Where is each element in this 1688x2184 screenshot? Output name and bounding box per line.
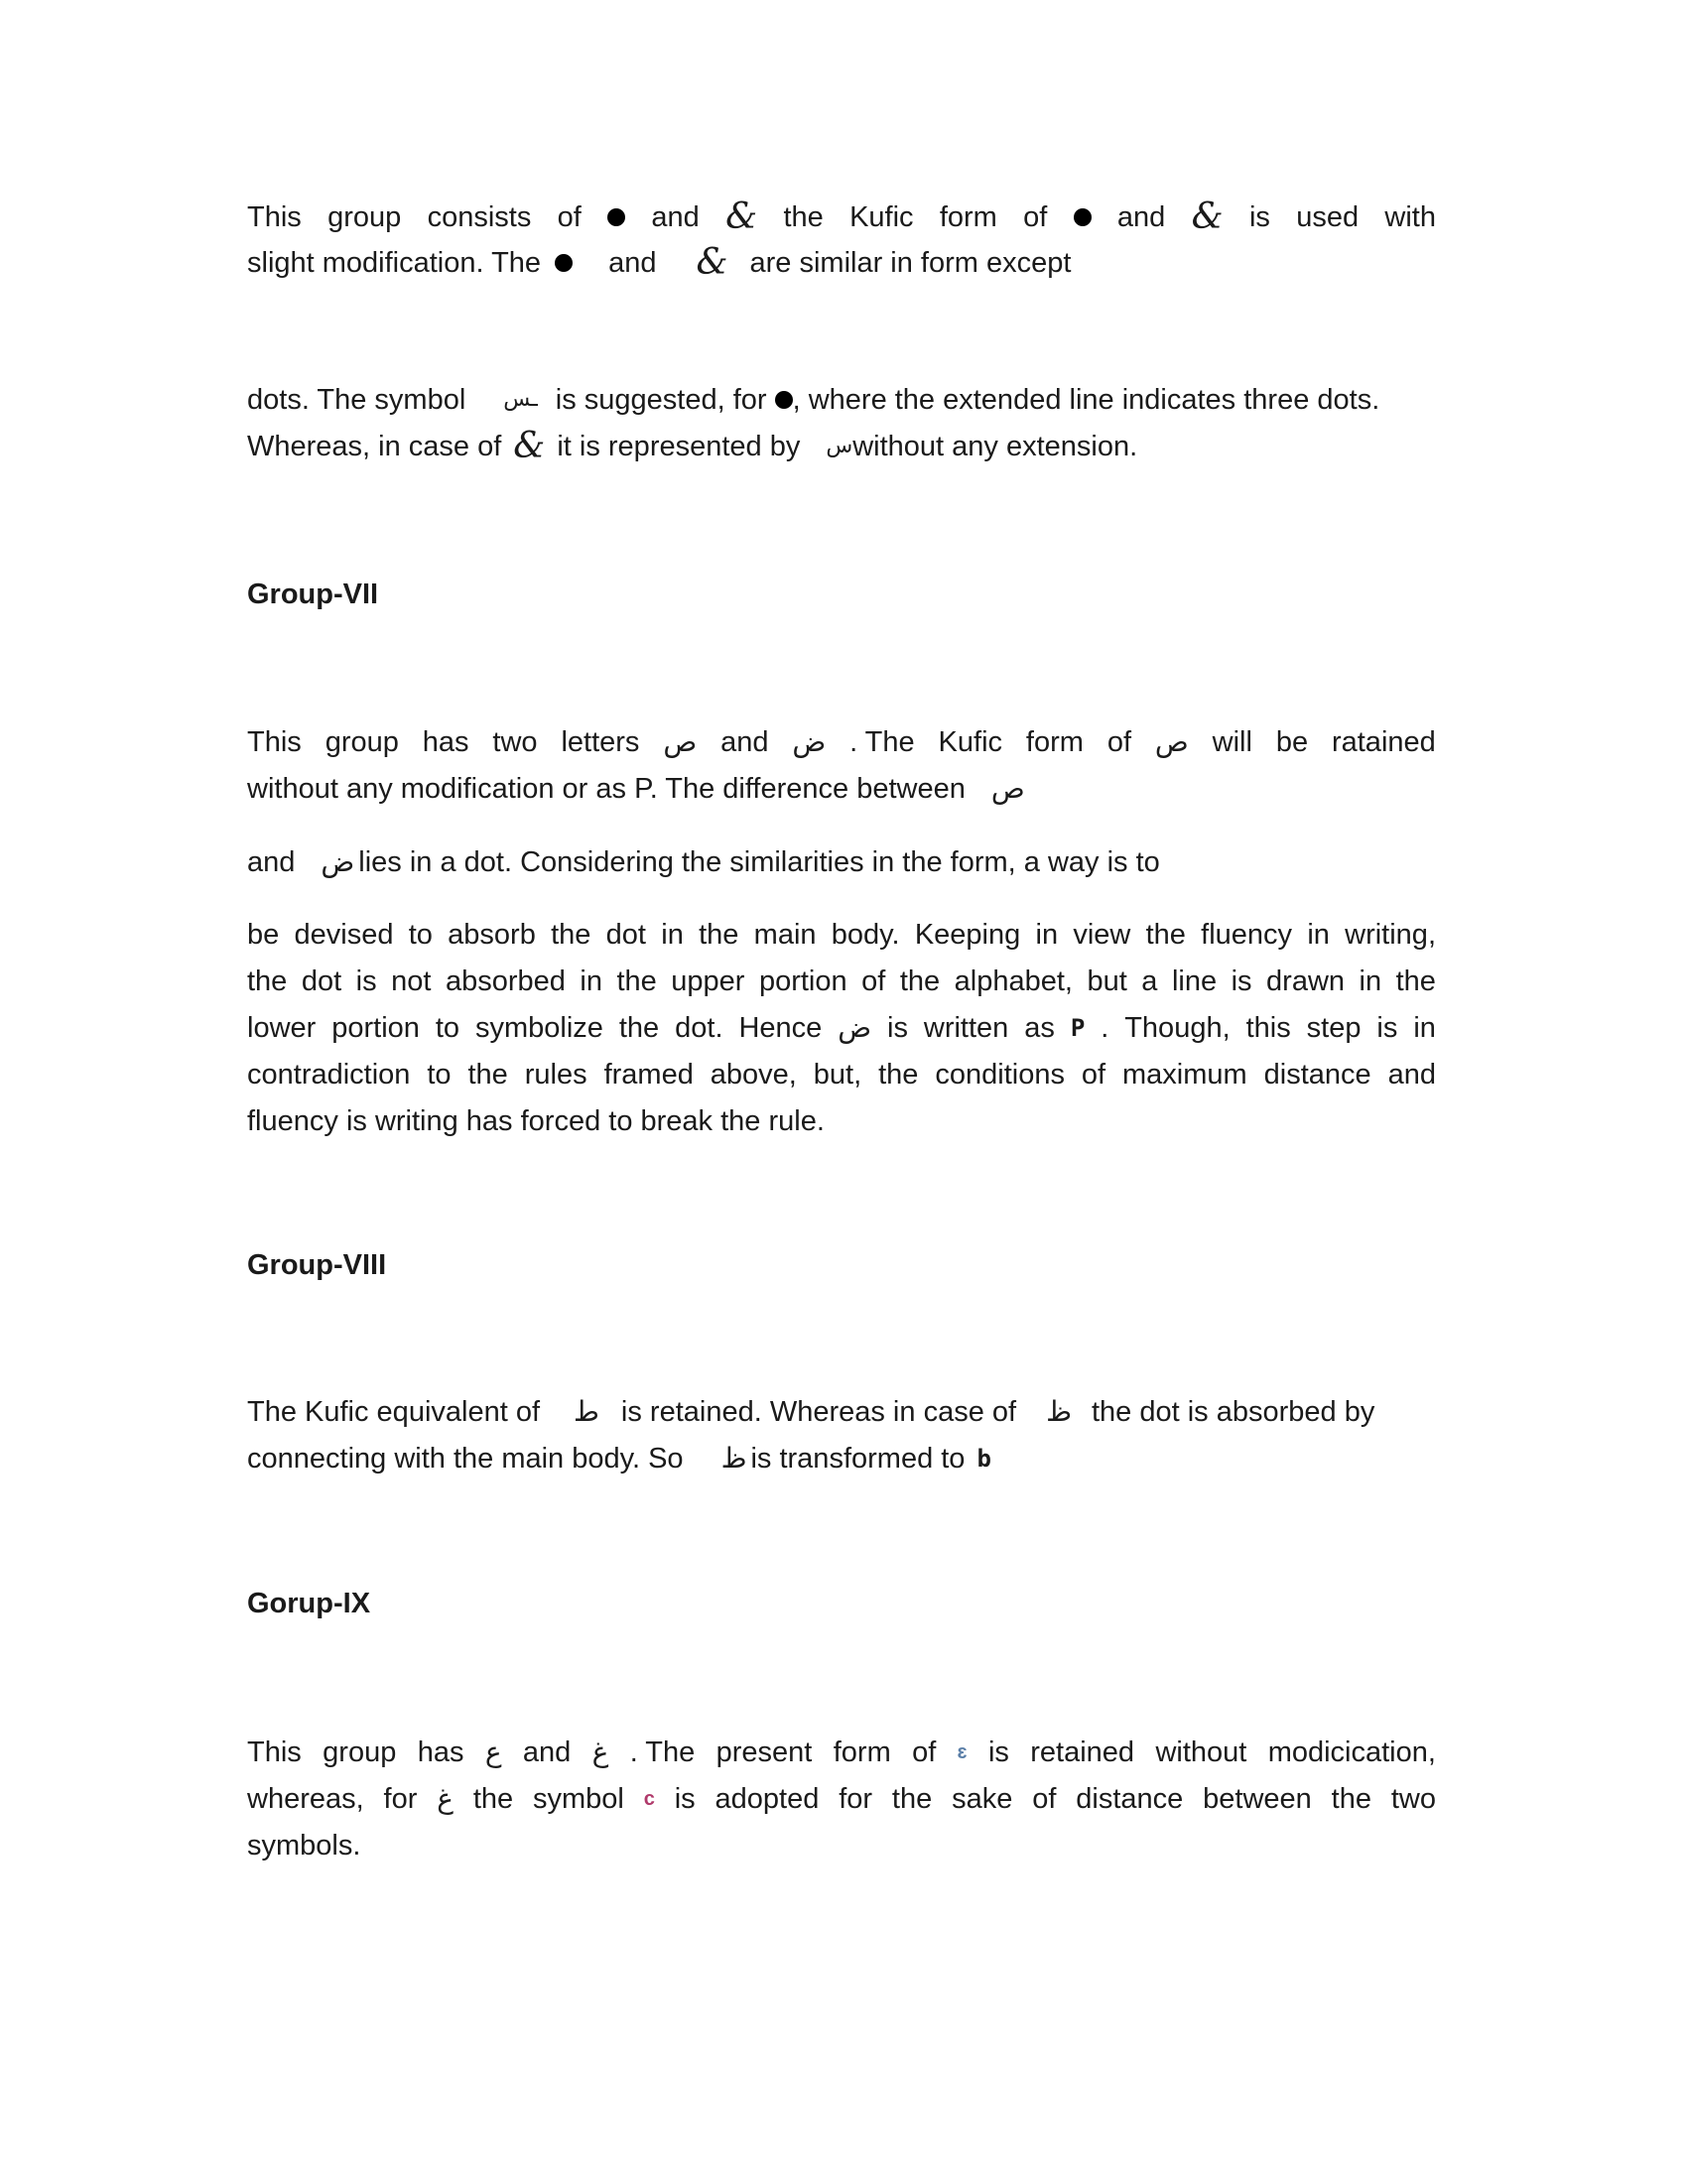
g7-line2 [247, 766, 1436, 812]
word: fluency [1201, 919, 1293, 951]
word: written [923, 1012, 1009, 1044]
heading-group-ix: Gorup-IX [247, 1588, 371, 1619]
word: the [1395, 965, 1436, 997]
kufic-ghain-symbol: c [643, 1788, 655, 1810]
kufic-ain-symbol: ɛ [957, 1741, 968, 1763]
sad-letter: ص [1154, 725, 1189, 758]
word: contradiction [247, 1059, 411, 1091]
word: main [753, 919, 817, 951]
word: in [1035, 919, 1059, 951]
g7-line4 [247, 912, 1436, 958]
word: absorb [448, 919, 536, 951]
g8-line1 [247, 1389, 1436, 1435]
ta-letter: ط [574, 1395, 599, 1428]
word: sake [952, 1783, 1013, 1815]
heading-group-viii: Group-VIII [247, 1249, 387, 1281]
word: view [1073, 919, 1131, 951]
word: of [1106, 726, 1131, 758]
word: between [1203, 1783, 1312, 1815]
word: a [1141, 965, 1158, 997]
g7-line8 [247, 1098, 1436, 1144]
kufic-za-symbol: b [976, 1445, 991, 1473]
word: in [580, 965, 602, 997]
word: and [522, 1736, 572, 1768]
ampersand-symbol: & [513, 426, 546, 466]
word: form [939, 201, 997, 233]
word: drawn [1266, 965, 1346, 997]
word: lower [247, 1012, 317, 1044]
word: This [247, 726, 302, 758]
text-run: is retained. Whereas in case of [620, 1396, 1017, 1428]
g9-line3 [247, 1823, 1436, 1868]
g7-line6 [247, 1005, 1436, 1051]
word: adopted [714, 1783, 820, 1815]
text-run: fluency is writing has forced to break the rule. [247, 1105, 825, 1137]
word: body. [831, 919, 900, 951]
word: the [247, 965, 288, 997]
kufic-dad-symbol: P [1070, 1014, 1086, 1042]
ampersand-symbol: & [1191, 196, 1224, 237]
word: the [467, 1059, 508, 1091]
word: dot [605, 919, 646, 951]
word: two [1390, 1783, 1436, 1815]
word: dot [301, 965, 342, 997]
word: for [383, 1783, 418, 1815]
word: to [435, 1012, 460, 1044]
word: not [391, 965, 432, 997]
text-run: symbols. [247, 1830, 361, 1862]
text-run: and [608, 247, 657, 279]
word: dot. [675, 1012, 723, 1044]
text-run: and [247, 846, 296, 878]
filled-dot-symbol [607, 208, 625, 226]
word: line [1171, 965, 1218, 997]
p1-line3 [247, 377, 1436, 423]
word: retained [1030, 1736, 1135, 1768]
word: Though, [1124, 1012, 1231, 1044]
word: of [1032, 1783, 1057, 1815]
word: the [551, 919, 591, 951]
word: the [616, 965, 657, 997]
word: the [699, 919, 739, 951]
word: but, [813, 1059, 862, 1091]
word: in [1359, 965, 1382, 997]
word: is [1248, 201, 1270, 233]
word: present [715, 1736, 813, 1768]
word: Kufic [938, 726, 1003, 758]
word: absorbed [445, 965, 566, 997]
text-run: lies in a dot. Considering the similarities in the form, a way is to [358, 846, 1160, 878]
word: as [1024, 1012, 1055, 1044]
word: modicication, [1267, 1736, 1436, 1768]
word: and [1116, 201, 1166, 233]
word: ratained [1331, 726, 1436, 758]
word: with [1384, 201, 1436, 233]
word: is [674, 1783, 696, 1815]
word: is [987, 1736, 1009, 1768]
g9-line1 [247, 1730, 1436, 1775]
filled-dot-symbol [1074, 208, 1092, 226]
text-run: are similar in form except [749, 247, 1072, 279]
p1-line4 [247, 424, 1436, 469]
word: of [1023, 201, 1048, 233]
word: of [861, 965, 886, 997]
word: This [247, 201, 302, 233]
word: alphabet, [954, 965, 1073, 997]
text-run: is suggested, for [555, 384, 767, 416]
filled-dot-symbol [775, 391, 793, 409]
dad-letter: ض [321, 845, 355, 878]
seen-extended-symbol: ـس [503, 387, 538, 412]
text-run: without any modification or as P. The difference between [247, 773, 966, 805]
word: is [1376, 1012, 1398, 1044]
word: is [1231, 965, 1252, 997]
g7-line5 [247, 959, 1436, 1004]
word: of [912, 1736, 937, 1768]
word: the [783, 201, 824, 233]
word: upper [671, 965, 745, 997]
word: the [472, 1783, 514, 1815]
g7-line1 [247, 719, 1436, 765]
word: . The [849, 726, 915, 758]
word: portion [758, 965, 847, 997]
g7-line7 [247, 1052, 1436, 1097]
g8-line2 [247, 1436, 1436, 1481]
word: of [1081, 1059, 1106, 1091]
p1-line1 [247, 194, 1436, 240]
text-run: dots. The symbol [247, 384, 466, 416]
word: to [427, 1059, 452, 1091]
word: maximum [1122, 1059, 1247, 1091]
word: has [422, 726, 469, 758]
g9-line2 [247, 1776, 1436, 1822]
word: this [1245, 1012, 1291, 1044]
ain-letter: ع [484, 1735, 502, 1768]
sad-letter: ص [663, 725, 698, 758]
word: the [891, 1783, 933, 1815]
word: form [1025, 726, 1084, 758]
word: be [247, 919, 280, 951]
word: in [1413, 1012, 1436, 1044]
word: used [1296, 201, 1360, 233]
word: group [325, 726, 399, 758]
filled-dot-symbol [555, 254, 573, 272]
word: to [408, 919, 433, 951]
word: in [661, 919, 684, 951]
word: symbol [533, 1783, 624, 1815]
word: framed [603, 1059, 694, 1091]
word: Hence [738, 1012, 823, 1044]
text-run: the dot is absorbed by [1091, 1396, 1375, 1428]
heading-group-vii: Group-VII [247, 578, 379, 610]
text-run: is transformed to [750, 1443, 966, 1475]
word: distance [1076, 1783, 1184, 1815]
word: group [323, 1736, 397, 1768]
word: . [1101, 1012, 1109, 1044]
word: two [492, 726, 538, 758]
text-run: The Kufic equivalent of [247, 1396, 541, 1428]
text-run: slight modification. The [247, 247, 542, 279]
word: and [720, 726, 769, 758]
word: step [1306, 1012, 1362, 1044]
word: the [1145, 919, 1186, 951]
word: for [839, 1783, 873, 1815]
word: form [833, 1736, 891, 1768]
dad-letter: ض [792, 725, 827, 758]
dad-letter: ض [838, 1011, 872, 1044]
word: Kufic [849, 201, 914, 233]
word: above, [710, 1059, 797, 1091]
word: the [899, 965, 941, 997]
word: the [878, 1059, 919, 1091]
ampersand-symbol: & [696, 242, 728, 283]
word: consists [427, 201, 532, 233]
word: distance [1263, 1059, 1371, 1091]
word: and [1387, 1059, 1436, 1091]
sad-letter: ص [990, 772, 1025, 805]
ampersand-symbol: & [725, 196, 758, 237]
word: be [1275, 726, 1309, 758]
word: in [1307, 919, 1330, 951]
word: conditions [935, 1059, 1065, 1091]
text-run: without any extension. [852, 431, 1138, 462]
word: and [651, 201, 700, 233]
word: without [1155, 1736, 1247, 1768]
g7-line3 [247, 839, 1436, 885]
ghain-letter: غ [591, 1735, 609, 1768]
word: of [557, 201, 582, 233]
word: . The [629, 1736, 696, 1768]
word: is [355, 965, 377, 997]
word: whereas, [247, 1783, 364, 1815]
word: letters [561, 726, 640, 758]
seen-symbol: س [826, 434, 853, 458]
word: the [1331, 1783, 1371, 1815]
text-run: connecting with the main body. So [247, 1443, 684, 1475]
word: Keeping [914, 919, 1021, 951]
word: devised [294, 919, 394, 951]
word: group [327, 201, 402, 233]
word: will [1212, 726, 1252, 758]
word: is [887, 1012, 908, 1044]
word: This [247, 1736, 302, 1768]
word: has [417, 1736, 464, 1768]
word: but [1087, 965, 1127, 997]
text-run: it is represented by [557, 431, 801, 462]
word: the [618, 1012, 660, 1044]
word: portion [331, 1012, 420, 1044]
text-run: , where the extended line indicates three dots. [792, 384, 1380, 416]
p1-line2 [247, 240, 1436, 286]
word: symbolize [474, 1012, 603, 1044]
ghain-letter: غ [437, 1782, 454, 1815]
word: writing, [1345, 919, 1436, 951]
word: rules [524, 1059, 587, 1091]
za-letter: ظ [1046, 1395, 1072, 1428]
text-run: Whereas, in case of [247, 431, 502, 462]
za-letter: ظ [720, 1442, 747, 1475]
